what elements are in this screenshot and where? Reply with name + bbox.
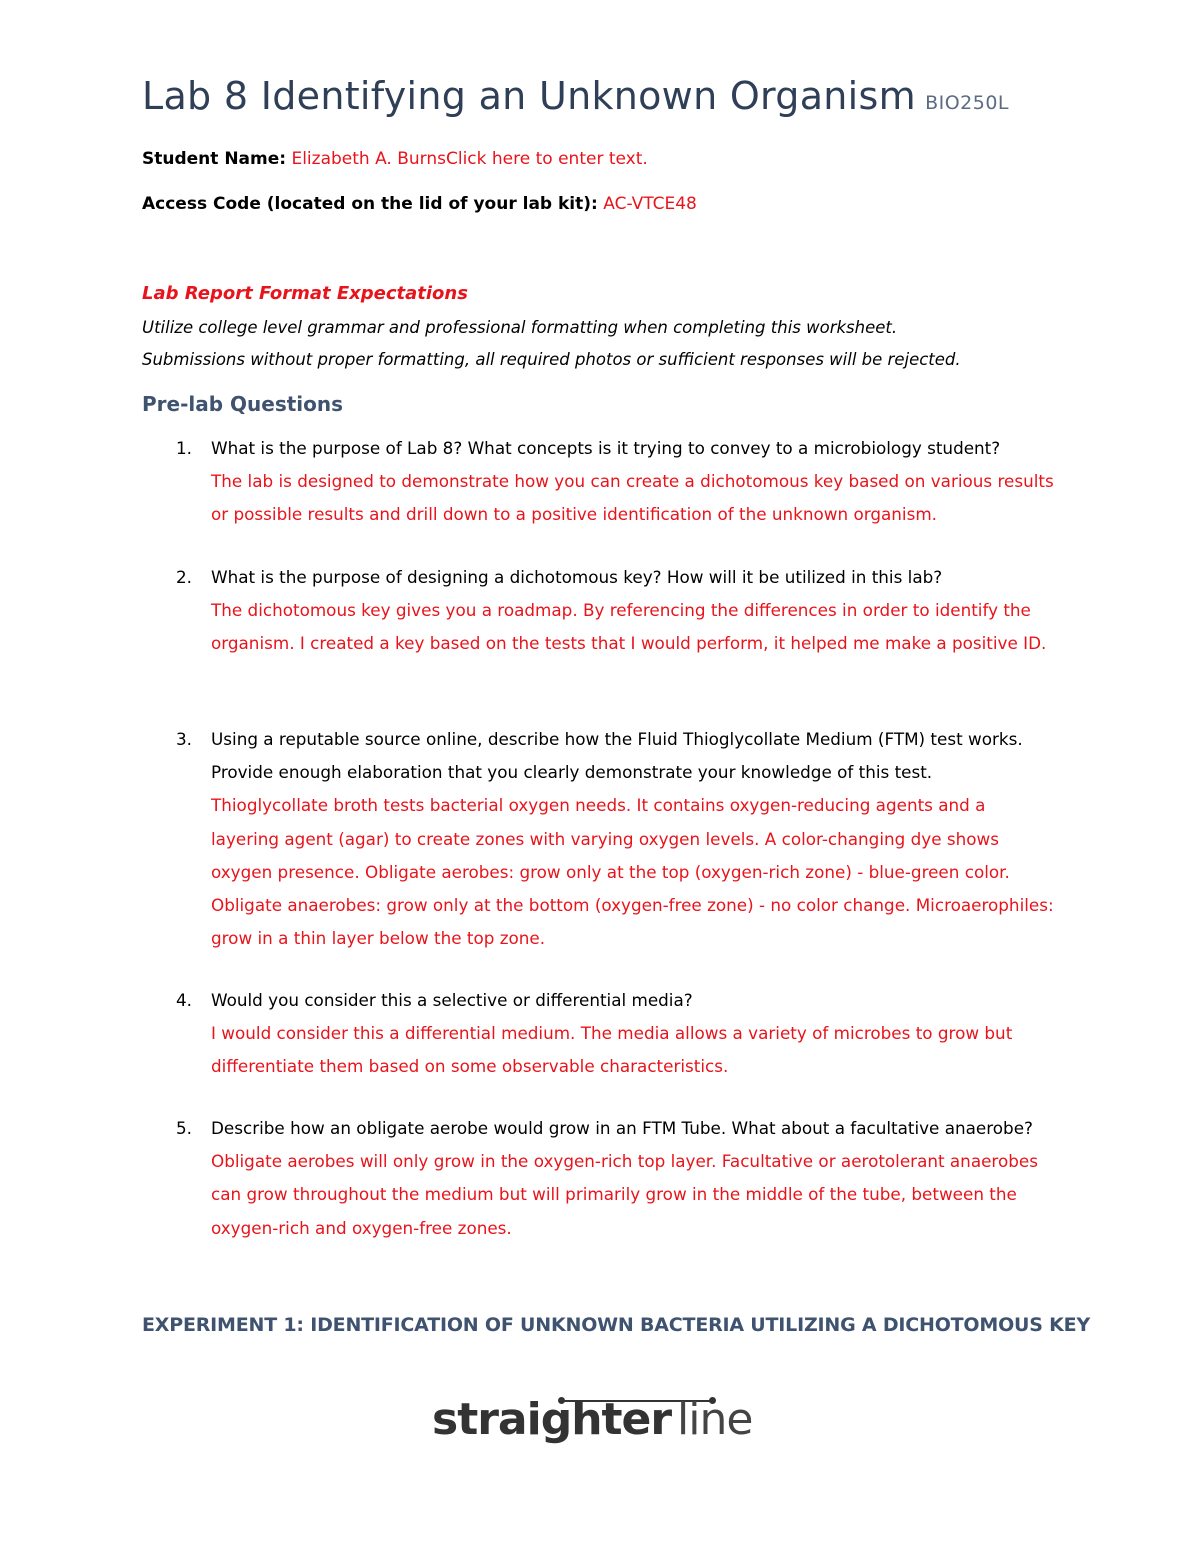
format-line-1: Utilize college level grammar and professional formatting when completing this worksheet. xyxy=(142,318,898,337)
question-item xyxy=(176,1112,1056,1245)
question-item xyxy=(176,561,1056,661)
question-number: 5. xyxy=(176,1118,193,1138)
answer-text[interactable]: Thioglycollate broth tests bacterial oxygen needs. It contains oxygen-reducing agents and a layering agent (agar) to create zones with varying oxygen levels. A color-changing dye shows oxygen presence. Obligate aerobes: grow only at the top (oxygen-rich zone) - blue-green color. Obligate anaerobes: grow only at the bottom (oxygen-free zone) - no color change. Microaerophiles: grow in a thin layer below the top zone. xyxy=(211,795,1054,949)
question-text: Would you consider this a selective or differential media? xyxy=(211,990,693,1010)
question-number: 1. xyxy=(176,438,193,458)
question-item xyxy=(176,723,1056,955)
access-code-value[interactable]: AC-VTCE48 xyxy=(603,194,697,214)
question-number: 3. xyxy=(176,729,193,749)
question-number: 2. xyxy=(176,567,193,587)
answer-text[interactable]: I would consider this a differential medium. The media allows a variety of microbes to grow but differentiate them based on some observable characteristics. xyxy=(211,1023,1013,1077)
student-name-label: Student Name: xyxy=(142,149,287,169)
question-text: What is the purpose of designing a dichotomous key? How will it be utilized in this lab? xyxy=(211,567,943,587)
page-title xyxy=(142,74,1009,118)
prelab-heading: Pre-lab Questions xyxy=(142,392,344,416)
lab-title: Lab 8 Identifying an Unknown Organism xyxy=(142,74,916,118)
logo-text-bold: straighter xyxy=(432,1394,672,1445)
course-code: BIO250L xyxy=(925,92,1010,114)
format-line-2: Submissions without proper formatting, all required photos or sufficient responses will be rejected. xyxy=(142,350,961,369)
format-heading: Lab Report Format Expectations xyxy=(142,283,468,304)
answer-text[interactable]: The dichotomous key gives you a roadmap. By referencing the differences in order to identify the organism. I created a key based on the tests that I would perform, it helped me make a positive ID. xyxy=(211,600,1047,654)
question-item xyxy=(176,432,1056,532)
question-number: 4. xyxy=(176,990,193,1010)
question-text: Using a reputable source online, describe how the Fluid Thioglycollate Medium (FTM) test works. Provide enough elaboration that you clearly demonstrate your knowledge of this test. xyxy=(211,729,1023,783)
student-name-value[interactable]: Elizabeth A. BurnsClick here to enter text. xyxy=(291,149,648,169)
logo-text-light: line xyxy=(677,1394,753,1445)
student-name-field xyxy=(142,149,648,169)
straighterline-logo xyxy=(432,1392,762,1462)
question-text: What is the purpose of Lab 8? What concepts is it trying to convey to a microbiology student? xyxy=(211,438,1001,458)
answer-text[interactable]: The lab is designed to demonstrate how you can create a dichotomous key based on various results or possible results and drill down to a positive identification of the unknown organism. xyxy=(211,471,1054,525)
question-text: Describe how an obligate aerobe would grow in an FTM Tube. What about a facultative anaerobe? xyxy=(211,1118,1033,1138)
experiment-heading: EXPERIMENT 1: IDENTIFICATION OF UNKNOWN BACTERIA UTILIZING A DICHOTOMOUS KEY xyxy=(142,1314,1091,1336)
question-item xyxy=(176,984,1056,1084)
access-code-label: Access Code (located on the lid of your lab kit): xyxy=(142,194,598,214)
answer-text[interactable]: Obligate aerobes will only grow in the oxygen-rich top layer. Facultative or aerotolerant anaerobes can grow throughout the medium but will primarily grow in the middle of the tube, between the oxygen-rich and oxygen-free zones. xyxy=(211,1151,1038,1238)
access-code-field xyxy=(142,194,697,214)
